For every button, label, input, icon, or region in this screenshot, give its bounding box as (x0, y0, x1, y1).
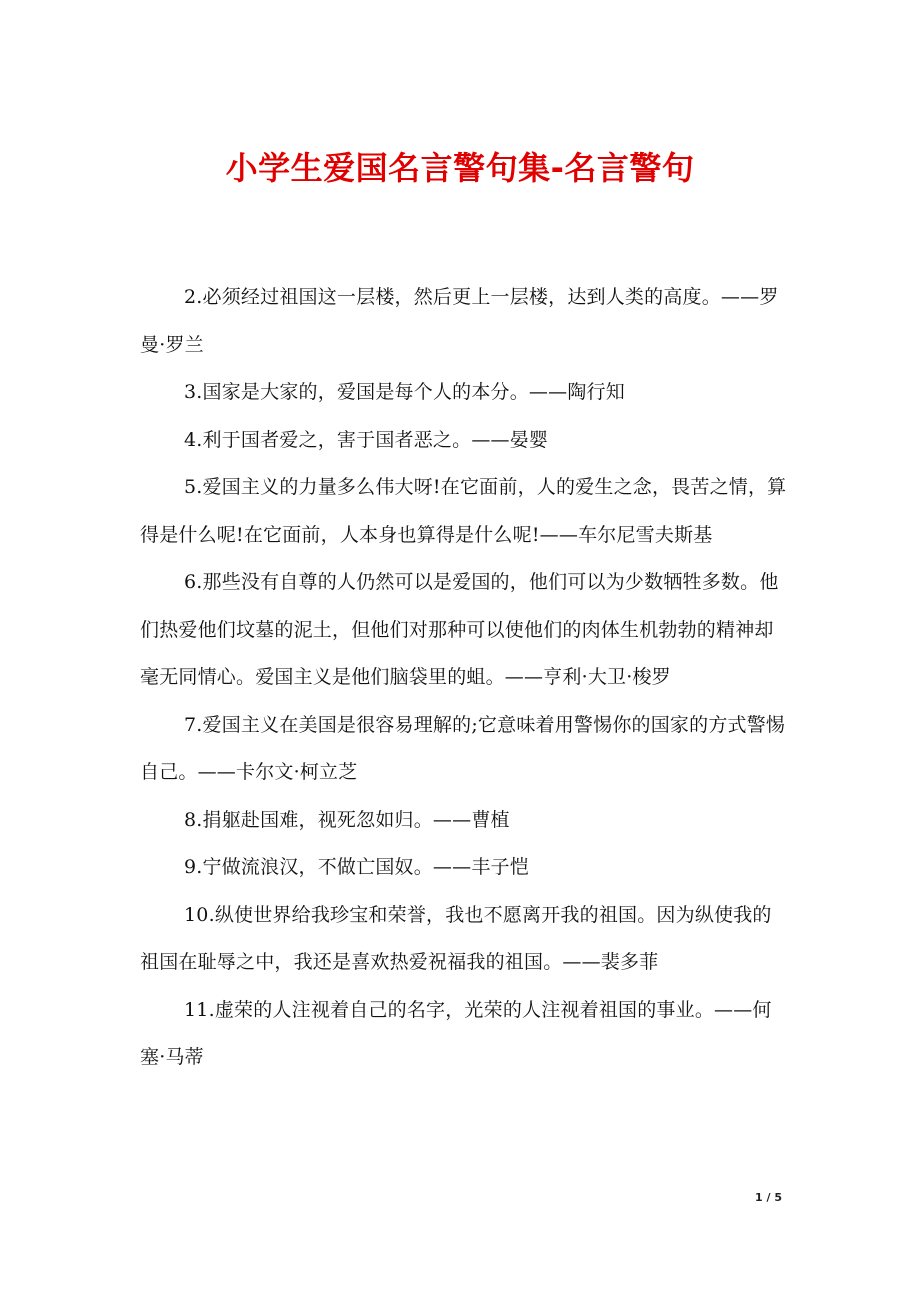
quote-paragraph-10: 10.纵使世界给我珍宝和荣誉，我也不愿离开我的祖国。因为纵使我的祖国在耻辱之中，我还是喜欢热爱祝福我的祖国。——裴多菲 (140, 903, 772, 973)
quote-paragraph-5: 5.爱国主义的力量多么伟大呀!在它面前，人的爱生之念，畏苦之情，算得是什么呢!在它面前，人本身也算得是什么呢!——车尔尼雪夫斯基 (140, 476, 787, 546)
document-title: 小学生爱国名言警句集-名言警句 (225, 149, 695, 187)
quote-paragraph-8: 8.捐躯赴国难，视死忽如归。——曹植 (184, 808, 510, 831)
document-body (140, 274, 790, 1082)
quote-paragraph-6: 6.那些没有自尊的人仍然可以是爱国的，他们可以为少数牺牲多数。他们热爱他们坟墓的泥土，但他们对那种可以使他们的肉体生机勃勃的精神却毫无同情心。爱国主义是他们脑袋里的蛆。——亨利·大卫·梭罗 (140, 571, 779, 688)
quote-paragraph-4: 4.利于国者爱之，害于国者恶之。——晏婴 (184, 428, 549, 451)
quote-paragraph-7: 7.爱国主义在美国是很容易理解的;它意味着用警惕你的国家的方式警惕自己。——卡尔文·柯立芝 (140, 713, 786, 783)
quote-paragraph-2: 2.必须经过祖国这一层楼，然后更上一层楼，达到人类的高度。——罗曼·罗兰 (140, 286, 779, 356)
page-number: 1 / 5 (755, 1191, 782, 1204)
quote-paragraph-9: 9.宁做流浪汉，不做亡国奴。——丰子恺 (184, 856, 529, 878)
quote-paragraph-3: 3.国家是大家的，爱国是每个人的本分。——陶行知 (184, 381, 625, 403)
quote-paragraph-11: 11.虚荣的人注视着自己的名字，光荣的人注视着祖国的事业。——何塞·马蒂 (140, 998, 772, 1068)
